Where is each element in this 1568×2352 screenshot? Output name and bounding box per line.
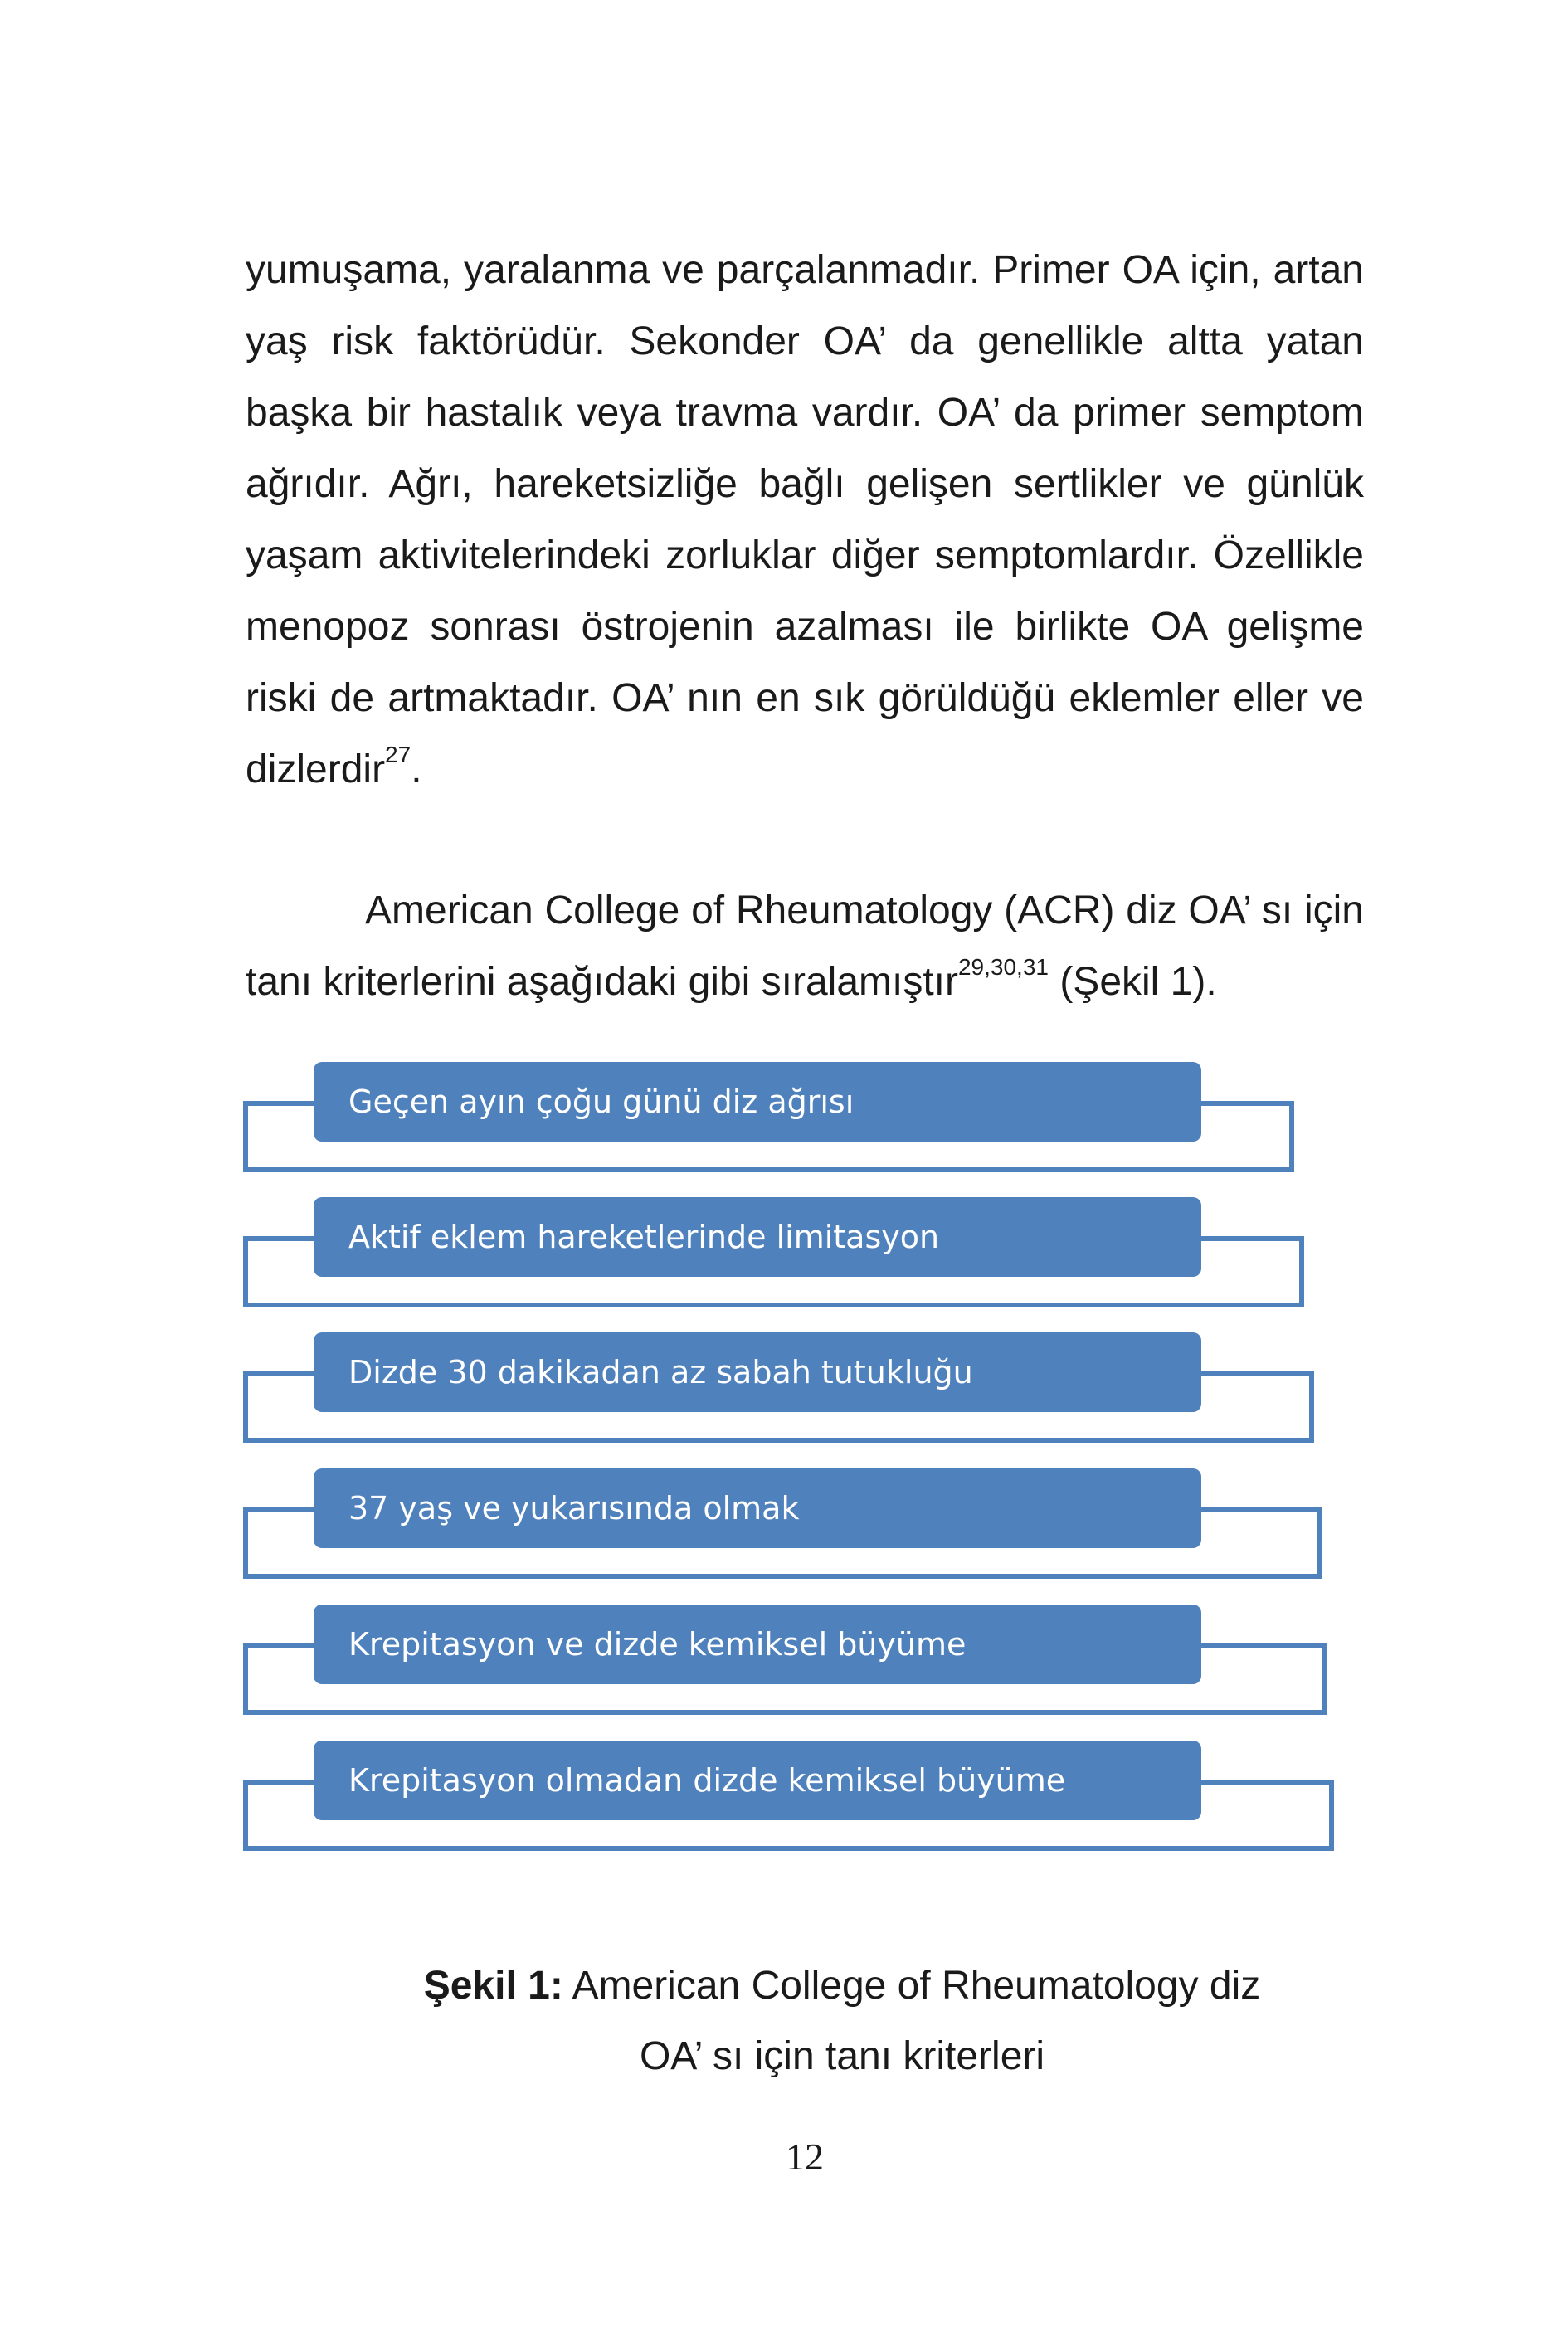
bracket-left-1 bbox=[243, 1101, 314, 1172]
bracket-bottom-2 bbox=[243, 1303, 1304, 1307]
bracket-right-5 bbox=[1201, 1643, 1327, 1715]
bracket-left-6 bbox=[243, 1780, 314, 1851]
criterion-box-5: Krepitasyon ve dizde kemiksel büyüme bbox=[314, 1605, 1201, 1684]
bracket-left-3 bbox=[243, 1371, 314, 1443]
bracket-bottom-5 bbox=[243, 1710, 1327, 1715]
criterion-box-1: Geçen ayın çoğu günü diz ağrısı bbox=[314, 1062, 1201, 1142]
criterion-box-3: Dizde 30 dakikadan az sabah tutukluğu bbox=[314, 1332, 1201, 1412]
bracket-right-1 bbox=[1201, 1101, 1294, 1172]
figure-caption-line-1 bbox=[0, 1963, 1568, 2009]
bracket-bottom-4 bbox=[243, 1574, 1322, 1579]
bracket-right-3 bbox=[1201, 1371, 1314, 1443]
criterion-box-4: 37 yaş ve yukarısında olmak bbox=[314, 1468, 1201, 1548]
figure-caption-line-2: OA’ sı için tanı kriterleri bbox=[639, 2034, 1045, 2078]
bracket-bottom-6 bbox=[243, 1846, 1334, 1851]
bracket-bottom-1 bbox=[243, 1167, 1294, 1172]
paragraph-1-text: yumuşama, yaralanma ve parçalanmadır. Primer OA için, artan yaş risk faktörüdür. Sekonder OA’ da genellikle altta yatan başka bir hastalık veya travma vardır. OA’ da primer semptom ağrıdır. Ağrı, hareketsizliğe bağlı gelişen sertlikler ve günlük yaşam aktivitelerindeki zorluklar diğer semptomlardır. Özellikle menopoz sonrası östrojenin azalması ile birlikte OA gelişme riski de artmaktadır. OA’ nın en sık görüldüğü eklemler eller ve dizlerdir bbox=[246, 248, 1364, 791]
paragraph-2-end: (Şekil 1). bbox=[1048, 960, 1217, 1004]
paragraph-2-text: American College of Rheumatology (ACR) diz OA’ sı için tanı kriterlerini aşağıdaki gibi sıralamıştır bbox=[246, 889, 1364, 1004]
citation-29-30-31: 29,30,31 bbox=[957, 954, 1049, 981]
bracket-left-2 bbox=[243, 1236, 314, 1307]
bracket-right-6 bbox=[1201, 1780, 1334, 1851]
page-number: 12 bbox=[786, 2135, 824, 2178]
bracket-right-4 bbox=[1201, 1507, 1322, 1579]
bracket-right-2 bbox=[1201, 1236, 1304, 1307]
bracket-left-4 bbox=[243, 1507, 314, 1579]
figure-caption-text-1: American College of Rheumatology diz bbox=[562, 1964, 1261, 2008]
citation-27: 27 bbox=[385, 742, 411, 768]
body-paragraph-1 bbox=[246, 235, 1364, 806]
criterion-box-2: Aktif eklem hareketlerinde limitasyon bbox=[314, 1197, 1201, 1277]
paragraph-1-end: . bbox=[411, 747, 422, 791]
bracket-bottom-3 bbox=[243, 1438, 1314, 1443]
body-paragraph-2 bbox=[246, 875, 1364, 1018]
bracket-left-5 bbox=[243, 1643, 314, 1715]
figure-caption-label: Şekil 1: bbox=[423, 1964, 563, 2008]
criterion-box-6: Krepitasyon olmadan dizde kemiksel büyüme bbox=[314, 1741, 1201, 1820]
